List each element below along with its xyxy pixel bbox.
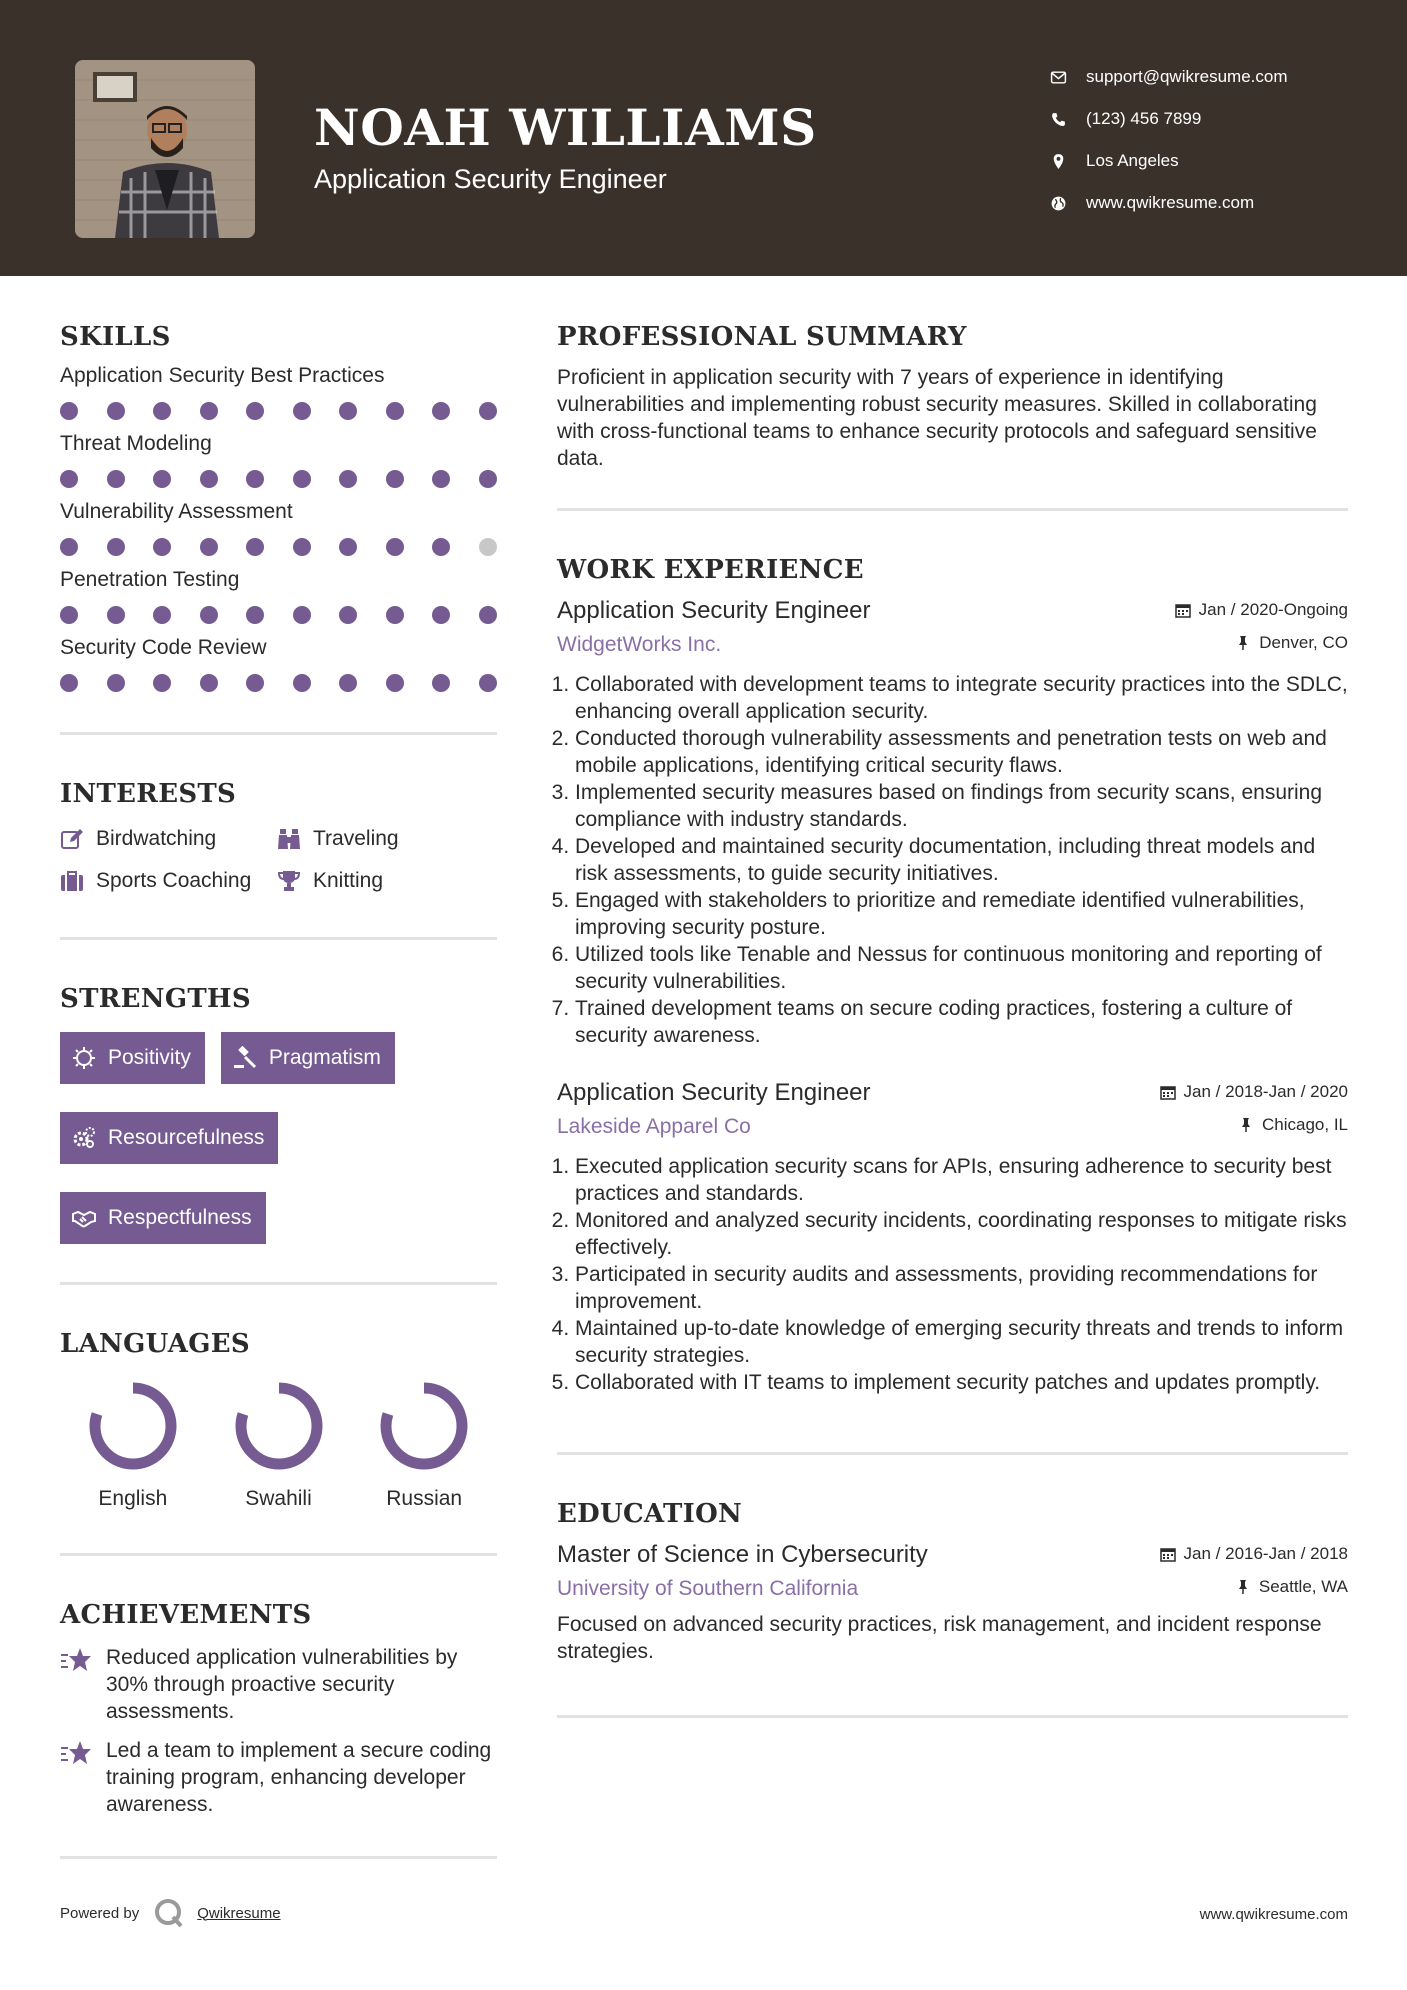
school-name: University of Southern California xyxy=(557,1577,859,1600)
skill-dot-filled xyxy=(153,606,171,624)
job-bullet: 6. Utilized tools like Tenable and Nessus for continuous monitoring and reporting of security vulnerabilities. xyxy=(575,941,1348,995)
skill-name: Threat Modeling xyxy=(60,432,212,455)
language-name: English xyxy=(98,1487,168,1510)
star-award-icon xyxy=(60,1739,92,1769)
powered-by-text: Powered by xyxy=(60,1904,140,1922)
skill-dot-filled xyxy=(107,538,125,556)
achievement-item xyxy=(60,1737,497,1818)
job-date-text: Jan / 2018-Jan / 2020 xyxy=(1183,1082,1348,1101)
education-heading: EDUCATION xyxy=(557,1499,743,1529)
degree-title: Master of Science in Cybersecurity xyxy=(557,1541,928,1568)
calendar-icon xyxy=(1175,602,1191,618)
skill-dot-filled xyxy=(200,606,218,624)
job-location xyxy=(1238,1115,1348,1135)
contact-phone[interactable] xyxy=(1050,98,1288,140)
contact-location xyxy=(1050,140,1288,182)
skill-dot-filled xyxy=(432,470,450,488)
strength-label: Pragmatism xyxy=(268,1046,381,1069)
company-name: WidgetWorks Inc. xyxy=(557,633,722,656)
language-name: Russian xyxy=(386,1487,463,1510)
right-column xyxy=(557,322,1348,1718)
job-title: Application Security Engineer xyxy=(557,597,871,624)
interest-label: Knitting xyxy=(313,869,384,892)
skill-dot-filled xyxy=(293,538,311,556)
summary-text: Proficient in application security with 7 years of experience in identifying vulnerabilities and implementing robust security measures. Skilled in collaborating with cross-functional teams to enhance security protocols and safeguard sensitive data. xyxy=(557,366,1317,470)
job-location-text: Denver, CO xyxy=(1259,633,1348,652)
strength-badge xyxy=(60,1112,278,1164)
job-date-text: Jan / 2020-Ongoing xyxy=(1198,600,1348,619)
skill-dot-filled xyxy=(432,402,450,420)
strength-label: Positivity xyxy=(108,1046,191,1069)
job-entry xyxy=(557,1079,1348,1396)
skill-rating xyxy=(60,402,497,420)
skill-name: Penetration Testing xyxy=(60,568,240,591)
skill-dot-filled xyxy=(60,606,78,624)
skill-dot-filled xyxy=(153,538,171,556)
gavel-icon xyxy=(233,1046,257,1070)
language-ring-arc xyxy=(241,1388,317,1464)
interest-item xyxy=(277,869,497,893)
envelope-icon xyxy=(1050,69,1086,86)
skill-dot-filled xyxy=(200,402,218,420)
binoculars-icon xyxy=(277,827,301,851)
language-ring-arc xyxy=(95,1388,171,1464)
skill-dot-filled xyxy=(479,402,497,420)
skill-dot-filled xyxy=(386,402,404,420)
profile-photo xyxy=(75,60,255,238)
handshake-icon xyxy=(72,1206,96,1230)
achievements-heading: ACHIEVEMENTS xyxy=(60,1600,312,1630)
skill-dot-empty xyxy=(479,538,497,556)
skill-dot-filled xyxy=(293,470,311,488)
skills-section xyxy=(60,322,497,692)
job-location-text: Chicago, IL xyxy=(1262,1115,1348,1134)
contact-location-text: Los Angeles xyxy=(1086,151,1179,170)
footer-powered-by xyxy=(60,1897,281,1929)
skill-item xyxy=(60,364,497,420)
skill-dot-filled xyxy=(386,538,404,556)
left-column xyxy=(60,322,497,1859)
pushpin-icon xyxy=(1235,1579,1251,1595)
skill-dot-filled xyxy=(200,470,218,488)
section-divider xyxy=(557,508,1348,511)
language-ring-arc xyxy=(386,1388,462,1464)
calendar-icon xyxy=(1160,1084,1176,1100)
achievement-item xyxy=(60,1644,497,1725)
language-item xyxy=(206,1377,352,1511)
job-bullet: 2. Conducted thorough vulnerability assessments and penetration tests on web and mobile applications, identifying critical security flaws. xyxy=(575,725,1348,779)
map-pin-icon xyxy=(1050,153,1086,170)
skill-rating xyxy=(60,606,497,624)
achievement-text: Led a team to implement a secure coding training program, enhancing developer awareness. xyxy=(106,1739,492,1816)
skill-rating xyxy=(60,674,497,692)
briefcase-icon xyxy=(60,869,84,893)
education-date xyxy=(1160,1544,1348,1564)
skill-dot-filled xyxy=(339,674,357,692)
skill-dot-filled xyxy=(386,674,404,692)
job-date xyxy=(1175,600,1348,620)
skill-dot-filled xyxy=(432,538,450,556)
section-divider xyxy=(60,937,497,940)
job-bullet: 5. Collaborated with IT teams to implement security patches and updates promptly. xyxy=(575,1369,1348,1396)
strength-label: Resourcefulness xyxy=(108,1126,265,1149)
pencil-square-icon xyxy=(60,827,84,851)
skill-item xyxy=(60,500,497,556)
skill-dot-filled xyxy=(60,470,78,488)
strengths-heading: STRENGTHS xyxy=(60,984,251,1014)
skill-dot-filled xyxy=(339,470,357,488)
contact-website-text: www.qwikresume.com xyxy=(1086,193,1255,212)
education-date-text: Jan / 2016-Jan / 2018 xyxy=(1183,1544,1348,1563)
skill-item xyxy=(60,432,497,488)
gears-icon xyxy=(72,1126,96,1150)
interest-item xyxy=(277,827,497,851)
strength-badge xyxy=(60,1032,205,1084)
skill-dot-filled xyxy=(60,402,78,420)
footer-website[interactable]: www.qwikresume.com xyxy=(1199,1906,1348,1923)
language-progress-ring xyxy=(230,1377,328,1475)
section-divider xyxy=(557,1715,1348,1718)
skill-dot-filled xyxy=(107,674,125,692)
summary-section xyxy=(557,322,1348,472)
strength-badge xyxy=(221,1032,395,1084)
skill-rating xyxy=(60,538,497,556)
qwikresume-logo-icon xyxy=(153,1897,185,1929)
language-progress-ring xyxy=(375,1377,473,1475)
skill-dot-filled xyxy=(60,538,78,556)
skill-dot-filled xyxy=(339,402,357,420)
job-bullet: 1. Collaborated with development teams to integrate security practices into the SDLC, enhancing overall application security. xyxy=(575,671,1348,725)
section-divider xyxy=(60,1553,497,1556)
job-title: Application Security Engineer xyxy=(557,1079,871,1106)
job-bullet: 2. Monitored and analyzed security incidents, coordinating responses to mitigate risks effectively. xyxy=(575,1207,1348,1261)
skill-dot-filled xyxy=(339,538,357,556)
interest-label: Birdwatching xyxy=(96,827,217,850)
skill-dot-filled xyxy=(200,538,218,556)
skill-dot-filled xyxy=(386,470,404,488)
candidate-name: NOAH WILLIAMS xyxy=(314,98,817,157)
skill-dot-filled xyxy=(107,402,125,420)
skill-name: Security Code Review xyxy=(60,636,267,659)
skill-name: Vulnerability Assessment xyxy=(60,500,293,523)
education-location xyxy=(1235,1577,1348,1597)
interests-section xyxy=(60,779,497,893)
skill-dot-filled xyxy=(153,470,171,488)
phone-icon xyxy=(1050,111,1086,128)
skill-dot-filled xyxy=(432,674,450,692)
job-bullet: 4. Developed and maintained security documentation, including threat models and risk assessments, to guide security initiatives. xyxy=(575,833,1348,887)
skill-dot-filled xyxy=(479,674,497,692)
interest-item xyxy=(60,827,277,851)
globe-icon xyxy=(1050,195,1086,212)
trophy-icon xyxy=(277,869,301,893)
achievement-text: Reduced application vulnerabilities by 30% through proactive security assessments. xyxy=(106,1646,458,1723)
contact-list xyxy=(1050,56,1288,224)
skill-dot-filled xyxy=(153,402,171,420)
skill-rating xyxy=(60,470,497,488)
job-bullets xyxy=(557,671,1348,1049)
skill-dot-filled xyxy=(246,470,264,488)
skills-list xyxy=(60,364,497,692)
section-divider xyxy=(60,1282,497,1285)
job-entry xyxy=(557,597,1348,1049)
skill-dot-filled xyxy=(107,470,125,488)
work-heading: WORK EXPERIENCE xyxy=(557,555,864,585)
skill-dot-filled xyxy=(432,606,450,624)
job-bullet: 1. Executed application security scans for APIs, ensuring adherence to security best practices and standards. xyxy=(575,1153,1348,1207)
work-section xyxy=(557,555,1348,1396)
education-section xyxy=(557,1499,1348,1665)
contact-phone-text: (123) 456 7899 xyxy=(1086,109,1202,128)
skills-heading: SKILLS xyxy=(60,322,171,352)
section-divider xyxy=(60,1856,497,1859)
skill-dot-filled xyxy=(153,674,171,692)
candidate-title: Application Security Engineer xyxy=(314,164,667,194)
job-location xyxy=(1235,633,1348,653)
skill-item xyxy=(60,636,497,692)
company-name: Lakeside Apparel Co xyxy=(557,1115,751,1138)
interest-item xyxy=(60,869,277,893)
section-divider xyxy=(557,1452,1348,1455)
interests-heading: INTERESTS xyxy=(60,779,237,809)
skill-item xyxy=(60,568,497,624)
pushpin-icon xyxy=(1235,635,1251,651)
job-bullets xyxy=(557,1153,1348,1396)
summary-heading: PROFESSIONAL SUMMARY xyxy=(557,322,967,352)
education-location-text: Seattle, WA xyxy=(1258,1577,1348,1596)
star-award-icon xyxy=(60,1646,92,1676)
language-progress-ring xyxy=(84,1377,182,1475)
language-name: Swahili xyxy=(245,1487,312,1510)
job-date xyxy=(1160,1082,1348,1102)
skill-dot-filled xyxy=(479,606,497,624)
skill-dot-filled xyxy=(339,606,357,624)
calendar-icon xyxy=(1160,1546,1176,1562)
education-description: Focused on advanced security practices, risk management, and incident response strategies. xyxy=(557,1613,1322,1663)
skill-dot-filled xyxy=(386,606,404,624)
skill-dot-filled xyxy=(107,606,125,624)
job-bullet: 3. Participated in security audits and assessments, providing recommendations for improvement. xyxy=(575,1261,1348,1315)
strength-badge xyxy=(60,1192,266,1244)
skill-dot-filled xyxy=(293,606,311,624)
sun-icon xyxy=(72,1046,96,1070)
strengths-section xyxy=(60,984,497,1244)
skill-dot-filled xyxy=(60,674,78,692)
job-bullet: 4. Maintained up-to-date knowledge of emerging security threats and trends to inform security strategies. xyxy=(575,1315,1348,1369)
contact-email-text: support@qwikresume.com xyxy=(1086,67,1288,86)
interest-label: Traveling xyxy=(313,827,399,850)
strength-label: Respectfulness xyxy=(108,1206,252,1229)
section-divider xyxy=(60,732,497,735)
brand-link[interactable]: Qwikresume xyxy=(197,1904,281,1922)
contact-email[interactable] xyxy=(1050,56,1288,98)
skill-dot-filled xyxy=(293,402,311,420)
language-item xyxy=(351,1377,497,1511)
resume-header xyxy=(0,0,1407,276)
languages-section xyxy=(60,1329,497,1511)
skill-dot-filled xyxy=(246,606,264,624)
language-item xyxy=(60,1377,206,1511)
achievements-section xyxy=(60,1600,497,1818)
skill-dot-filled xyxy=(293,674,311,692)
skill-dot-filled xyxy=(246,538,264,556)
languages-heading: LANGUAGES xyxy=(60,1329,250,1359)
skill-dot-filled xyxy=(246,674,264,692)
job-bullet: 7. Trained development teams on secure coding practices, fostering a culture of security awareness. xyxy=(575,995,1348,1049)
skill-dot-filled xyxy=(246,402,264,420)
job-bullet: 3. Implemented security measures based on findings from security scans, ensuring compliance with industry standards. xyxy=(575,779,1348,833)
skill-dot-filled xyxy=(200,674,218,692)
contact-website[interactable] xyxy=(1050,182,1288,224)
job-bullet: 5. Engaged with stakeholders to prioritize and remediate identified vulnerabilities, improving security posture. xyxy=(575,887,1348,941)
pushpin-icon xyxy=(1238,1117,1254,1133)
interest-label: Sports Coaching xyxy=(96,869,252,892)
skill-dot-filled xyxy=(479,470,497,488)
skill-name: Application Security Best Practices xyxy=(60,364,385,387)
